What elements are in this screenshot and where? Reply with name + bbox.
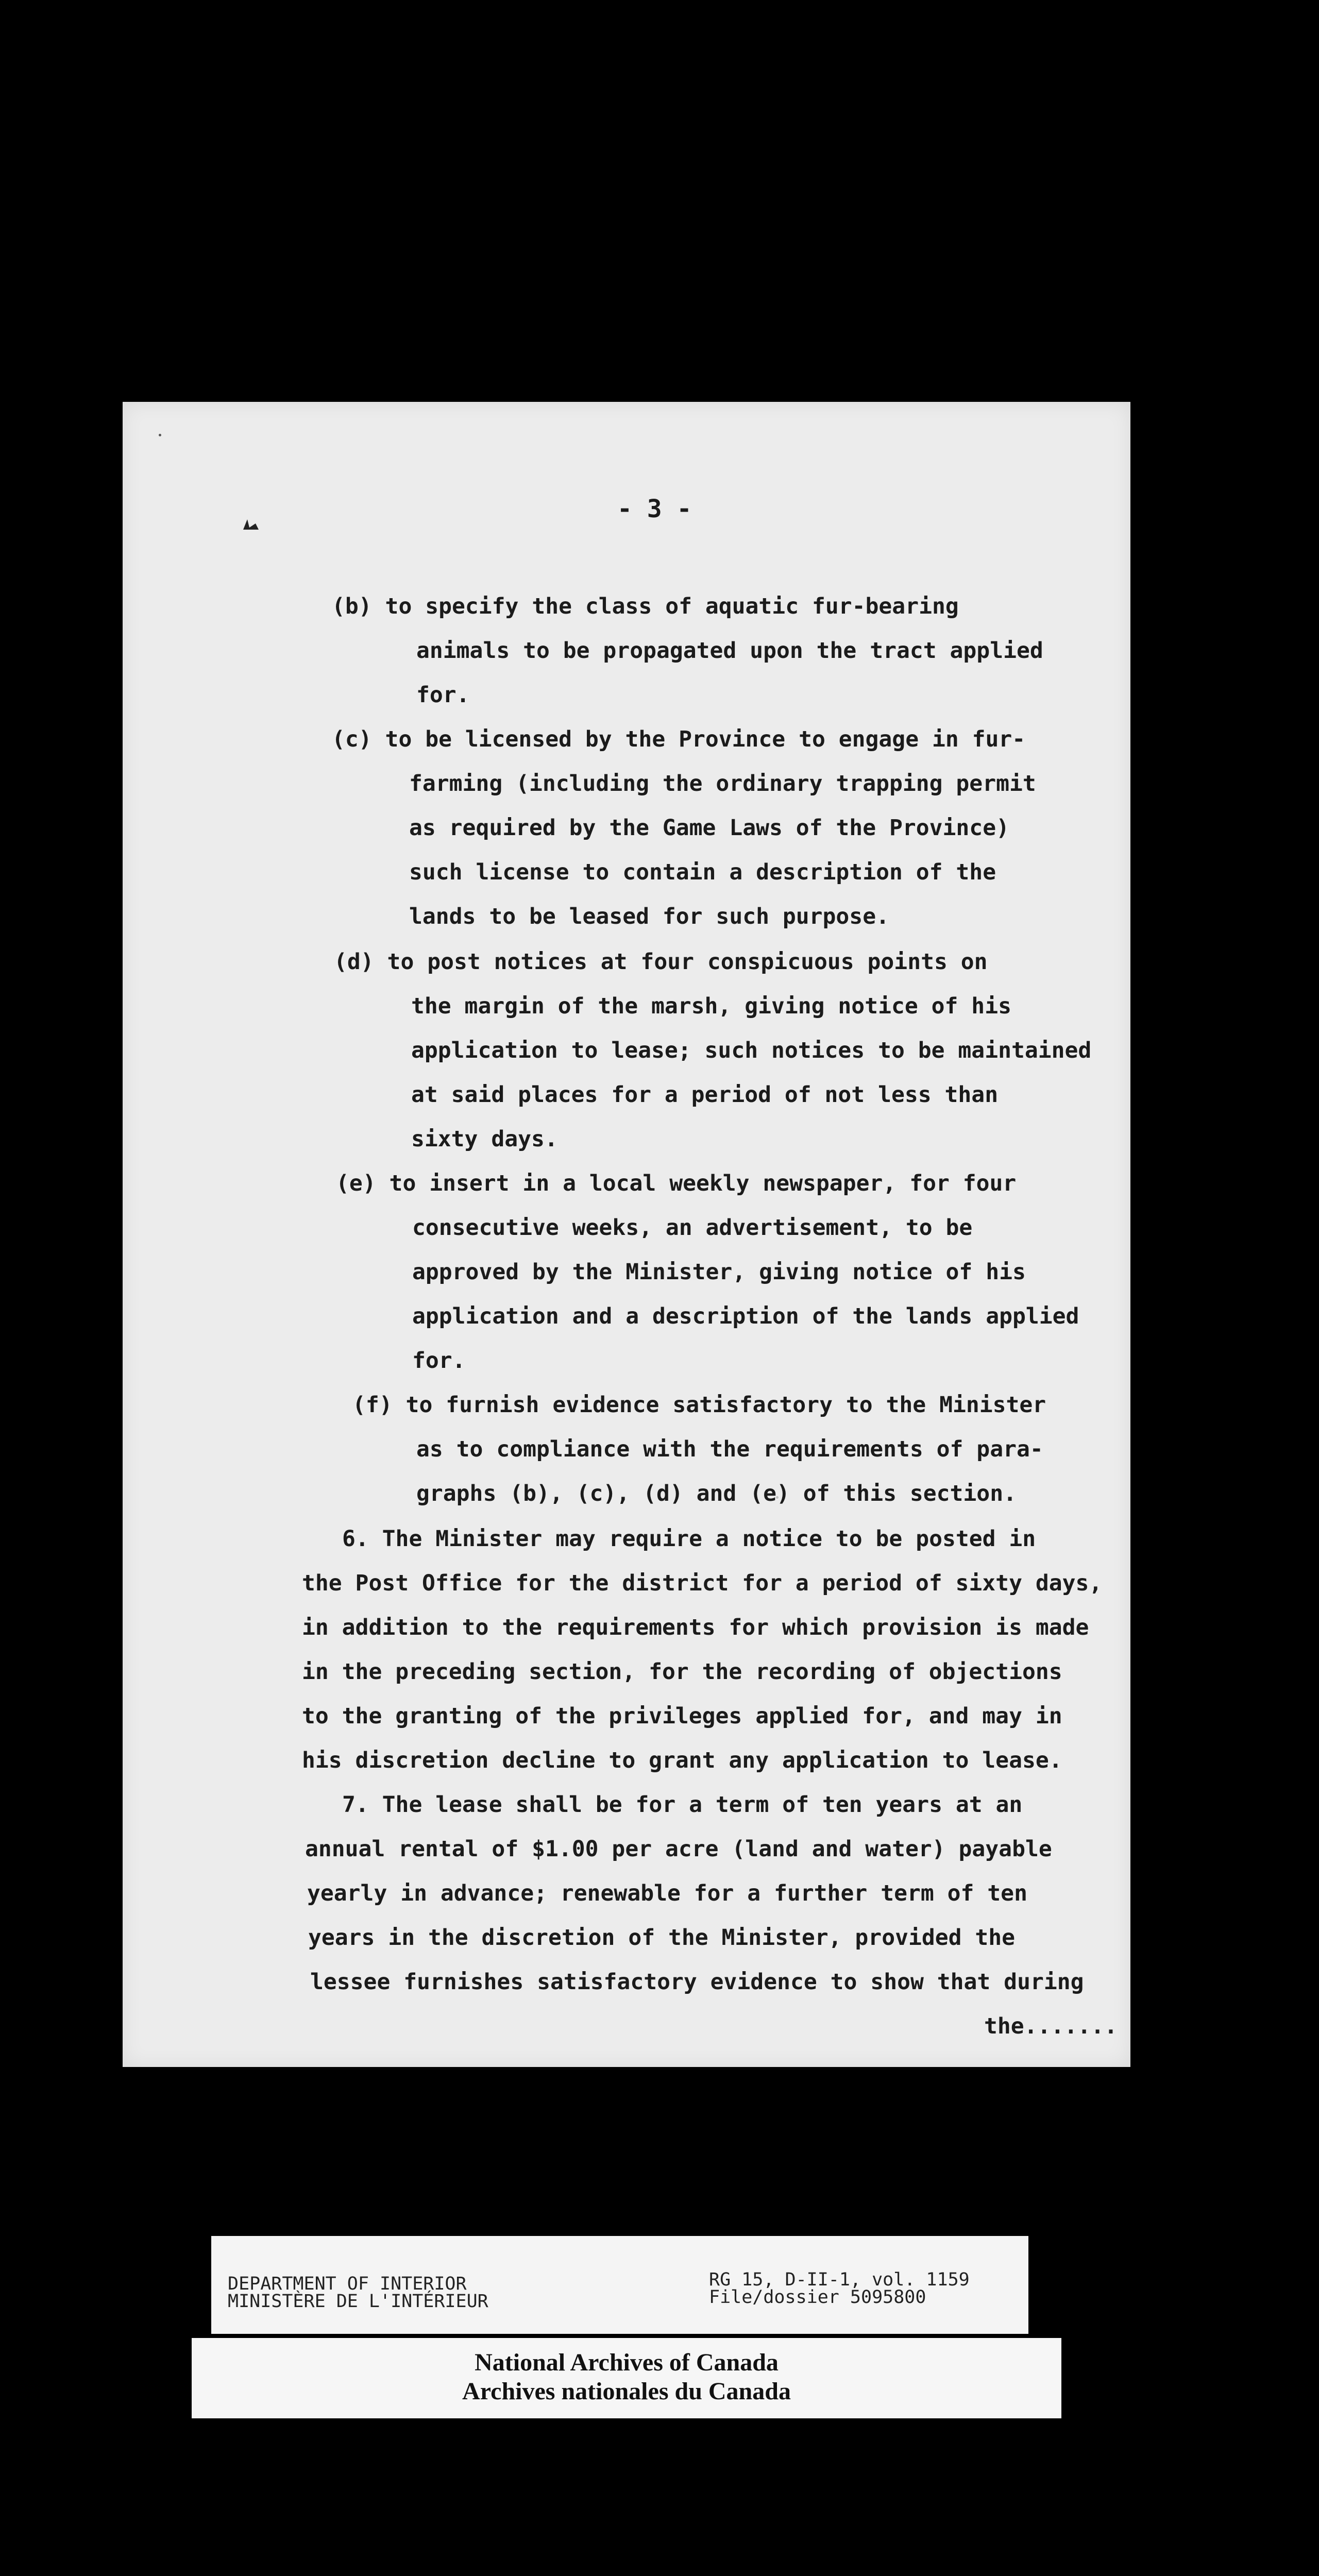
archival-label [211, 2236, 1028, 2334]
text-line: consecutive weeks, an advertisement, to be [412, 1215, 973, 1241]
text-line: 6. The Minister may require a notice to be posted in [342, 1526, 1036, 1552]
speck [159, 434, 161, 436]
text-line: graphs (b), (c), (d) and (e) of this section. [416, 1481, 1017, 1506]
text-line: farming (including the ordinary trapping permit [409, 771, 1036, 796]
department-en: DEPARTMENT OF INTERIOR [228, 2274, 467, 2294]
text-line: (f) to furnish evidence satisfactory to the Minister [352, 1392, 1046, 1418]
text-line: years in the discretion of the Minister, provided the [308, 1925, 1016, 1951]
department-fr: MINISTÈRE DE L'INTÉRIEUR [228, 2291, 488, 2312]
archives-name-en: National Archives of Canada [475, 2349, 779, 2376]
handwritten-mark [240, 514, 261, 533]
record-group: RG 15, D-II-1, vol. 1159 [709, 2269, 970, 2290]
archives-banner [192, 2338, 1061, 2418]
text-line: the margin of the marsh, giving notice of his [411, 993, 1011, 1019]
text-line: (e) to insert in a local weekly newspaper, for four [336, 1171, 1017, 1196]
text-line: application and a description of the lands applied [412, 1303, 1079, 1329]
text-line: to the granting of the privileges applied for, and may in [302, 1703, 1062, 1729]
text-line: the....... [984, 2013, 1118, 2039]
text-line: (c) to be licensed by the Province to engage in fur- [332, 726, 1026, 752]
text-line: his discretion decline to grant any application to lease. [302, 1748, 1062, 1773]
text-line: such license to contain a description of the [409, 859, 996, 885]
text-line: approved by the Minister, giving notice of his [412, 1259, 1026, 1285]
text-line: (d) to post notices at four conspicuous points on [334, 949, 988, 975]
text-line: lessee furnishes satisfactory evidence to show that during [310, 1969, 1084, 1995]
text-line: the Post Office for the district for a period of sixty days, [302, 1570, 1103, 1596]
text-line: at said places for a period of not less than [411, 1082, 999, 1108]
text-line: animals to be propagated upon the tract applied [416, 638, 1043, 664]
text-line: in the preceding section, for the recording of objections [302, 1659, 1062, 1685]
text-line: (b) to specify the class of aquatic fur-bearing [332, 594, 959, 619]
text-line: for. [416, 682, 470, 708]
document-page [123, 402, 1130, 2067]
text-line: annual rental of $1.00 per acre (land and water) payable [305, 1836, 1052, 1862]
text-line: in addition to the requirements for which provision is made [302, 1615, 1089, 1640]
text-line: as required by the Game Laws of the Province) [409, 815, 1009, 841]
text-line: yearly in advance; renewable for a further term of ten [307, 1880, 1027, 1906]
text-line: application to lease; such notices to be maintained [411, 1038, 1092, 1063]
file-number: File/dossier 5095800 [709, 2287, 926, 2308]
archives-name-fr: Archives nationales du Canada [462, 2378, 791, 2405]
text-line: lands to be leased for such purpose. [409, 904, 889, 929]
page-number: - 3 - [617, 495, 692, 523]
text-line: 7. The lease shall be for a term of ten years at an [342, 1792, 1023, 1818]
text-line: for. [412, 1348, 466, 1374]
text-line: as to compliance with the requirements of para- [416, 1436, 1043, 1462]
text-line: sixty days. [411, 1126, 558, 1152]
